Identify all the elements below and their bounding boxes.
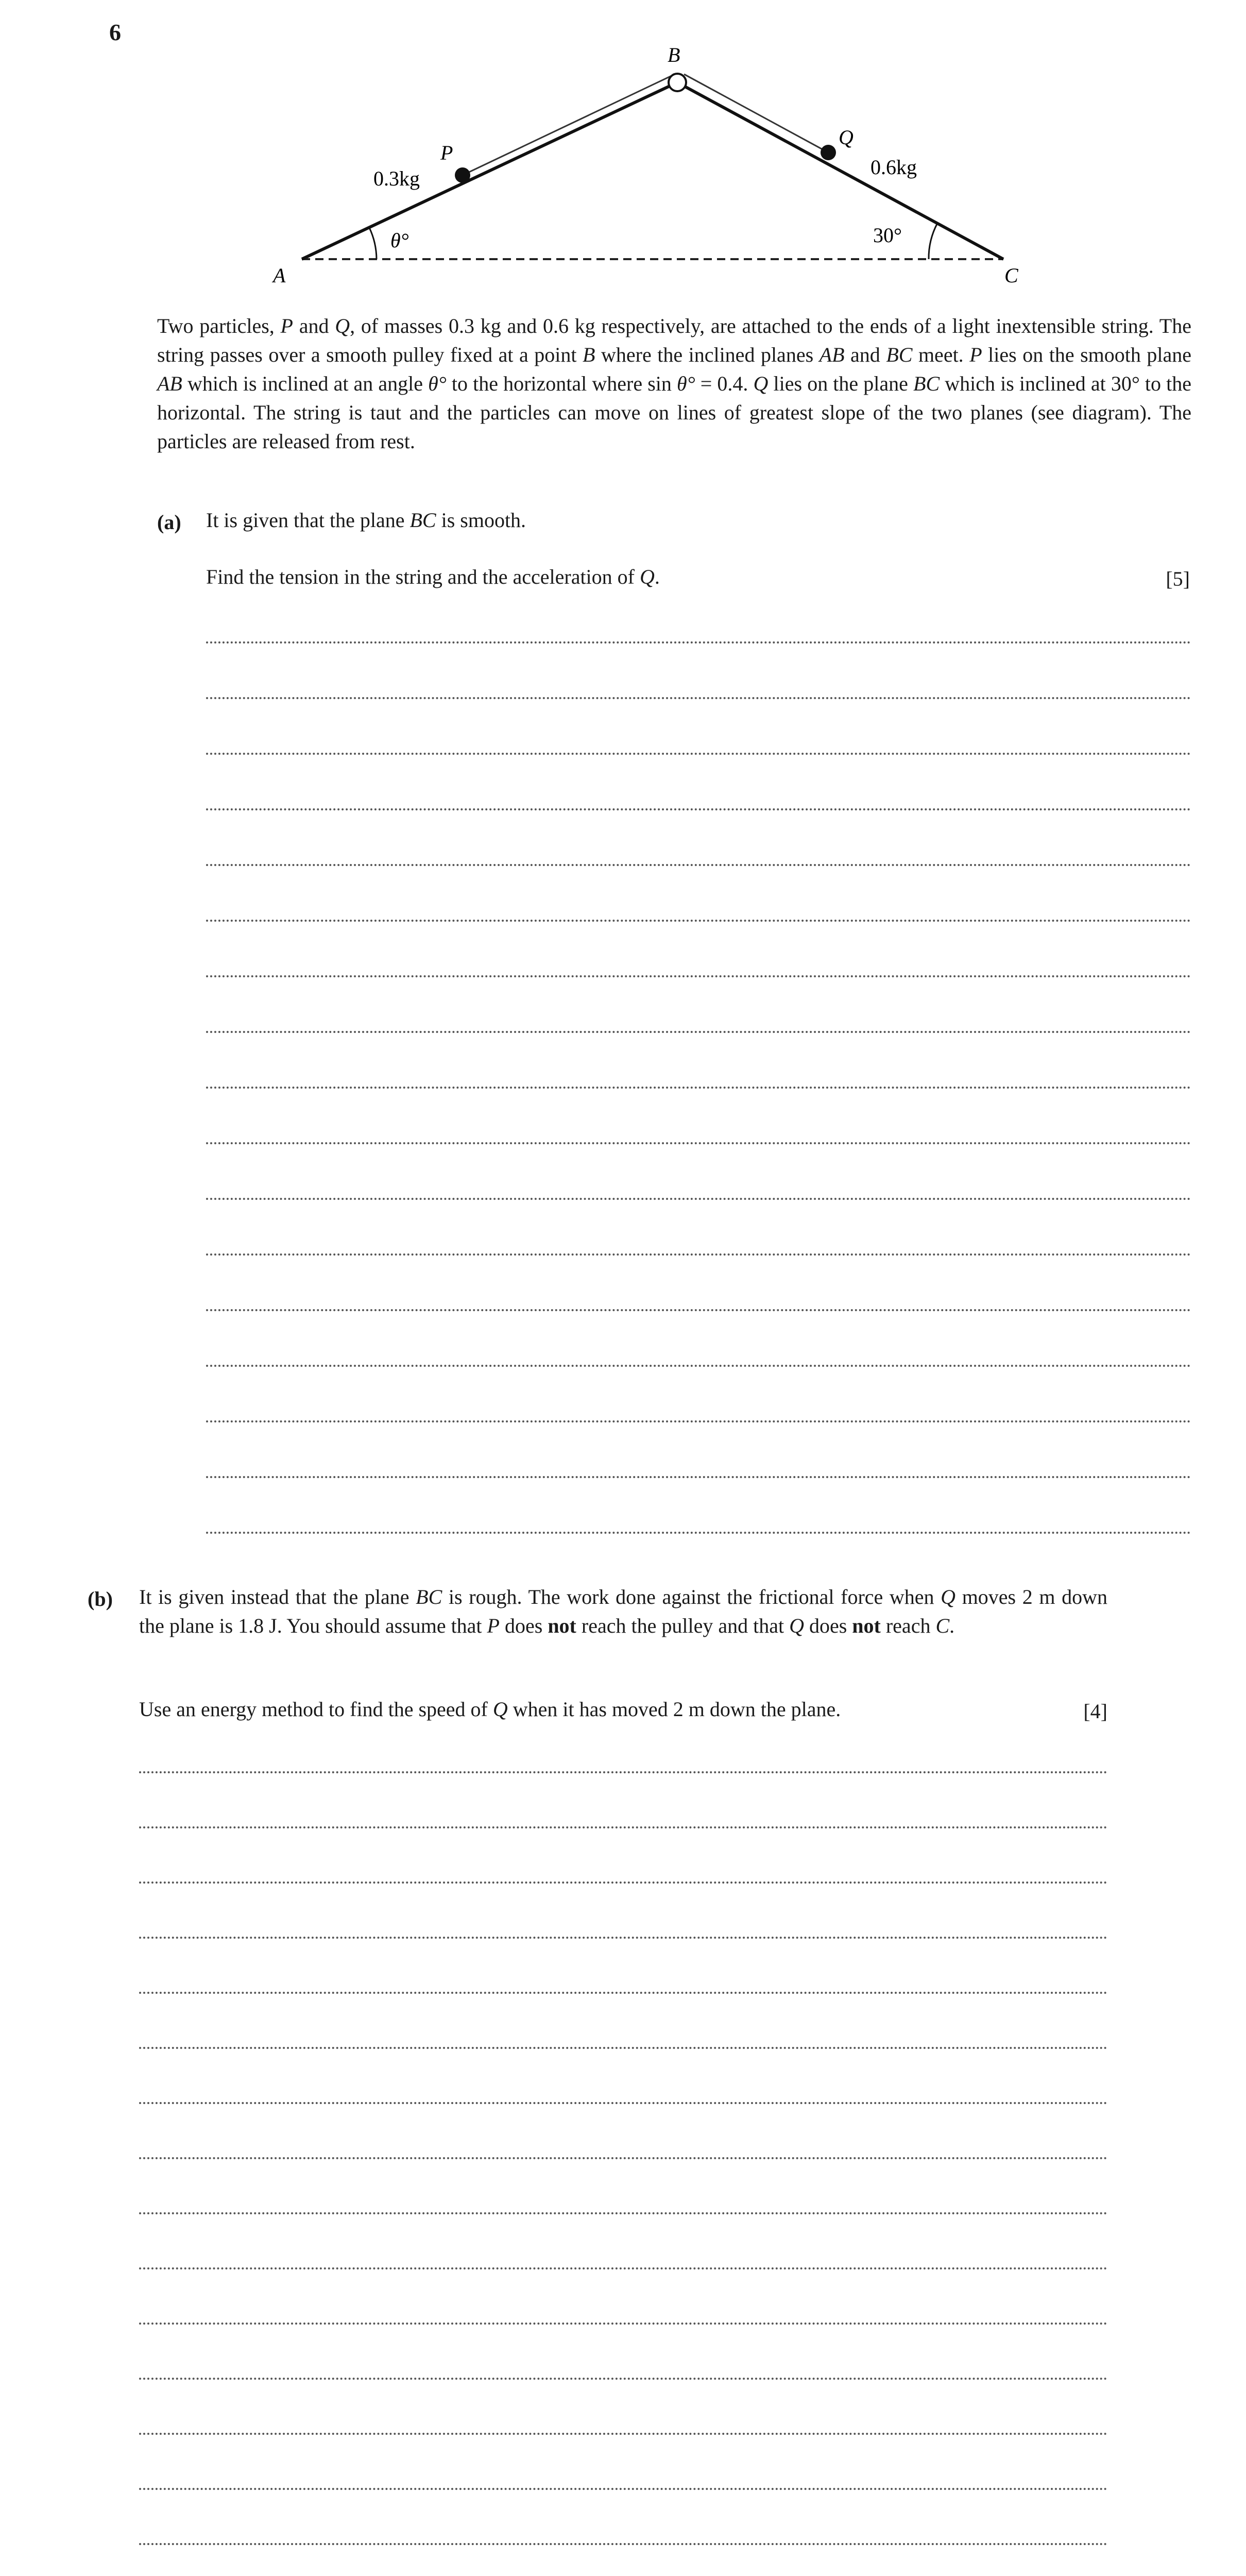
plane-bc — [677, 82, 1003, 259]
answer-line — [206, 1087, 1191, 1089]
answer-line — [206, 808, 1191, 810]
part-a-label: (a) — [157, 511, 181, 534]
answer-line — [139, 2488, 1107, 2490]
pulley — [669, 74, 686, 91]
part-b-label: (b) — [88, 1587, 113, 1611]
label-p: P — [440, 141, 453, 164]
answer-line — [139, 2323, 1107, 2325]
label-b: B — [668, 43, 680, 66]
answer-line — [206, 864, 1191, 866]
answer-line — [206, 641, 1191, 643]
answer-line — [139, 2047, 1107, 2049]
answer-line — [206, 1365, 1191, 1367]
answer-line — [206, 920, 1191, 922]
angle-theta-label: θ° — [390, 229, 409, 252]
string-p — [463, 75, 673, 175]
string-q — [684, 74, 828, 152]
label-q: Q — [839, 126, 854, 149]
answer-line — [139, 2157, 1107, 2159]
answer-line — [139, 2378, 1107, 2380]
part-a-task: Find the tension in the string and the acceleration of Q. — [206, 565, 660, 588]
answer-line — [139, 2543, 1107, 2545]
part-a-statement: It is given that the plane BC is smooth. — [206, 509, 526, 532]
label-c: C — [1004, 264, 1018, 287]
answer-line — [139, 2267, 1107, 2269]
answer-line — [206, 1142, 1191, 1144]
angle-30-label: 30° — [873, 224, 902, 247]
angle-arc-c — [929, 223, 937, 259]
answer-line — [206, 1476, 1191, 1478]
part-b-statement: It is given instead that the plane BC is rough. The work done against the frictional force when Q moves 2 m down the plane is 1.8 J. You should assume that P does not reach the pulley and that Q does not reach C. — [139, 1585, 1108, 1637]
answer-line — [139, 1882, 1107, 1884]
particle-p-marker — [455, 167, 470, 183]
answer-line — [139, 2102, 1107, 2104]
answer-line — [206, 1532, 1191, 1534]
answer-line — [139, 2433, 1107, 2435]
answer-line — [206, 1309, 1191, 1311]
answer-line — [206, 1253, 1191, 1256]
answer-line — [139, 2212, 1107, 2214]
question-intro: Two particles, P and Q, of masses 0.3 kg and 0.6 kg respectively, are attached to the ends of a light inextensible string. The string passes over a smooth pulley fixed at a point B where the inclined planes AB and BC meet. P lies on the smooth plane AB which is inclined at an angle θ° to the horizontal where sin θ° = 0.4. Q lies on the plane BC which is inclined at 30° to the horizontal. The string is taut and the particles can move on lines of greatest slope of the two planes (see diagram). The particles are released from rest. — [157, 314, 1192, 453]
part-a-answer-lines[interactable] — [206, 641, 1191, 1553]
mass-p-label: 0.3kg — [373, 167, 420, 190]
particle-q-marker — [821, 145, 836, 160]
part-a-marks: [5] — [1166, 567, 1190, 590]
inclined-planes-diagram — [258, 36, 1051, 294]
part-b-task: Use an energy method to find the speed of Q when it has moved 2 m down the plane. — [139, 1698, 841, 1721]
answer-line — [206, 1198, 1191, 1200]
answer-line — [206, 1420, 1191, 1422]
answer-line — [139, 1826, 1107, 1828]
answer-line — [206, 697, 1191, 699]
answer-line — [206, 753, 1191, 755]
part-b-answer-lines[interactable] — [139, 1771, 1107, 2576]
answer-line — [139, 1937, 1107, 1939]
answer-line — [139, 1771, 1107, 1773]
plane-ab — [302, 82, 677, 259]
mass-q-label: 0.6kg — [871, 156, 917, 179]
answer-line — [139, 1992, 1107, 1994]
label-a: A — [273, 264, 286, 287]
answer-line — [206, 975, 1191, 977]
answer-line — [206, 1031, 1191, 1033]
part-b-marks: [4] — [1083, 1700, 1107, 1723]
question-number: 6 — [109, 19, 121, 45]
angle-arc-a — [369, 228, 377, 259]
